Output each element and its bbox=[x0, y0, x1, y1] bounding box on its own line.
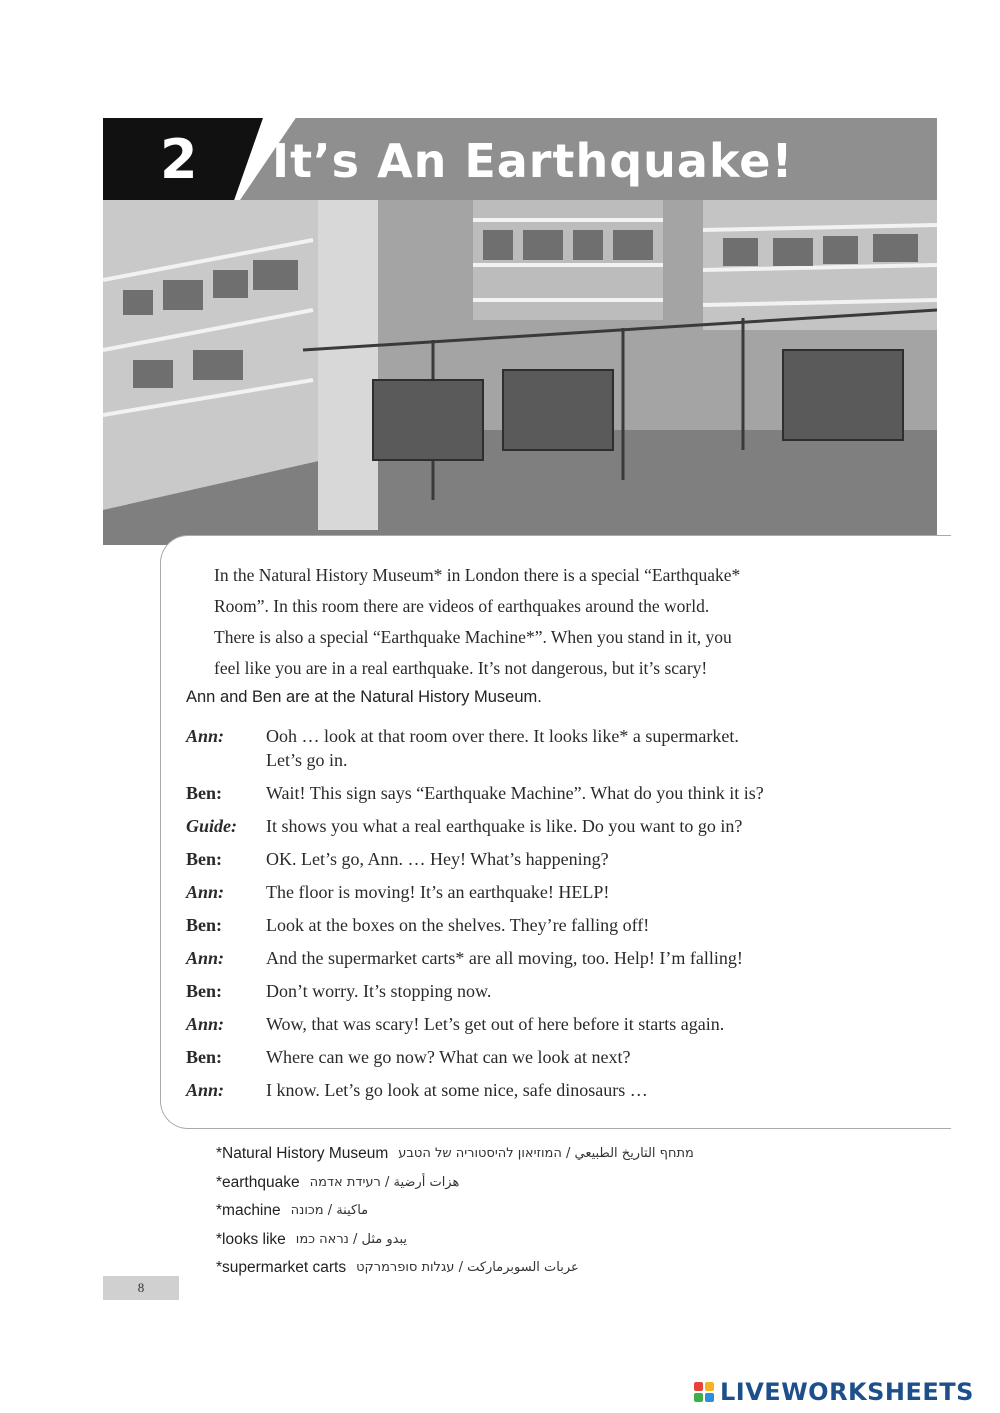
glossary-translation: מתחף التاريخ الطبيعي / המוזיאון להיסטוריה של הטבע bbox=[398, 1146, 694, 1161]
dialogue-row bbox=[186, 913, 926, 937]
glossary-translation: عربات السوبرماركت / עגלות סופרמרקט bbox=[356, 1260, 579, 1275]
glossary-term: *earthquake bbox=[216, 1173, 300, 1191]
glossary-translation: ماكينة / מכונה bbox=[290, 1203, 369, 1218]
glossary-item bbox=[216, 1140, 816, 1169]
dialogue-row bbox=[186, 781, 926, 805]
dialogue-heading: Ann and Ben are at the Natural History Museum. bbox=[186, 688, 542, 706]
speaker-name: Ann: bbox=[186, 726, 225, 746]
glossary-term: *supermarket carts bbox=[216, 1259, 347, 1276]
dialogue-row bbox=[186, 847, 926, 871]
speaker-name: Ben: bbox=[186, 981, 222, 1001]
intro-line: There is also a special “Earthquake Machine*”. When you stand in it, you bbox=[214, 627, 732, 647]
intro-line: feel like you are in a real earthquake. It’s not dangerous, but it’s scary! bbox=[214, 658, 708, 678]
intro-paragraph bbox=[214, 560, 914, 684]
dialogue-text: It shows you what a real earthquake is like. Do you want to go in? bbox=[266, 816, 743, 836]
dialogue-row bbox=[186, 1045, 926, 1069]
dialogue-line bbox=[266, 724, 926, 772]
speaker-name: Ann: bbox=[186, 948, 225, 968]
glossary-term: *looks like bbox=[216, 1230, 286, 1248]
intro-line: In the Natural History Museum* in London there is a special “Earthquake* bbox=[214, 565, 741, 585]
page-number: 8 bbox=[103, 1276, 179, 1300]
dialogue-row bbox=[186, 814, 926, 838]
speaker-name: Ben: bbox=[186, 849, 222, 869]
brand-name: LIVEWORKSHEETS bbox=[720, 1378, 974, 1406]
glossary-translation: يبدو مثل / נראה כמו bbox=[295, 1231, 408, 1247]
dialogue-text: Don’t worry. It’s stopping now. bbox=[266, 981, 492, 1001]
dialogue-row bbox=[186, 979, 926, 1003]
glossary-item bbox=[216, 1254, 816, 1283]
dialogue-row bbox=[186, 724, 926, 772]
dialogue-text: And the supermarket carts* are all moving, too. Help! I’m falling! bbox=[266, 948, 743, 968]
dialogue-text: Where can we go now? What can we look at next? bbox=[266, 1047, 631, 1067]
speaker-name: Guide: bbox=[186, 816, 237, 836]
intro-line: Room”. In this room there are videos of earthquakes around the world. bbox=[214, 596, 710, 616]
liveworksheets-logo-icon bbox=[694, 1382, 714, 1402]
supermarket-photo bbox=[103, 200, 937, 545]
speaker-name: Ben: bbox=[186, 915, 222, 935]
dialogue-text: OK. Let’s go, Ann. … Hey! What’s happening? bbox=[266, 849, 609, 869]
dialogue-text: Let’s go in. bbox=[266, 750, 348, 770]
glossary-item bbox=[216, 1226, 816, 1255]
dialogue-row bbox=[186, 1012, 926, 1036]
dialogue bbox=[186, 724, 926, 1111]
logo-square bbox=[705, 1382, 714, 1391]
speaker-name: Ann: bbox=[186, 1080, 225, 1100]
dialogue-row bbox=[186, 1078, 926, 1102]
glossary-term: *machine bbox=[216, 1202, 281, 1219]
speaker-name: Ann: bbox=[186, 1014, 225, 1034]
chapter-title: It’s An Earthquake! bbox=[272, 134, 794, 188]
logo-square bbox=[694, 1382, 703, 1391]
glossary bbox=[216, 1140, 816, 1283]
dialogue-text: Ooh … look at that room over there. It looks like* a supermarket. bbox=[266, 726, 739, 746]
dialogue-text: Look at the boxes on the shelves. They’re falling off! bbox=[266, 915, 650, 935]
logo-square bbox=[705, 1393, 714, 1402]
speaker-name: Ben: bbox=[186, 1047, 222, 1067]
glossary-item bbox=[216, 1169, 816, 1198]
dialogue-text: I know. Let’s go look at some nice, safe dinosaurs … bbox=[266, 1080, 648, 1100]
speaker-name: Ann: bbox=[186, 882, 225, 902]
logo-square bbox=[694, 1393, 703, 1402]
chapter-number: 2 bbox=[160, 128, 198, 191]
glossary-translation: هزات أرضية / רעידת אדמה bbox=[309, 1174, 460, 1190]
speaker-name: Ben: bbox=[186, 783, 222, 803]
dialogue-text: Wait! This sign says “Earthquake Machine”. What do you think it is? bbox=[266, 783, 764, 803]
dialogue-text: The floor is moving! It’s an earthquake! HELP! bbox=[266, 882, 610, 902]
glossary-term: *Natural History Museum bbox=[216, 1145, 389, 1162]
liveworksheets-logo[interactable] bbox=[694, 1378, 974, 1406]
dialogue-row bbox=[186, 946, 926, 970]
dialogue-text: Wow, that was scary! Let’s get out of here before it starts again. bbox=[266, 1014, 725, 1034]
dialogue-row bbox=[186, 880, 926, 904]
glossary-item bbox=[216, 1197, 816, 1226]
